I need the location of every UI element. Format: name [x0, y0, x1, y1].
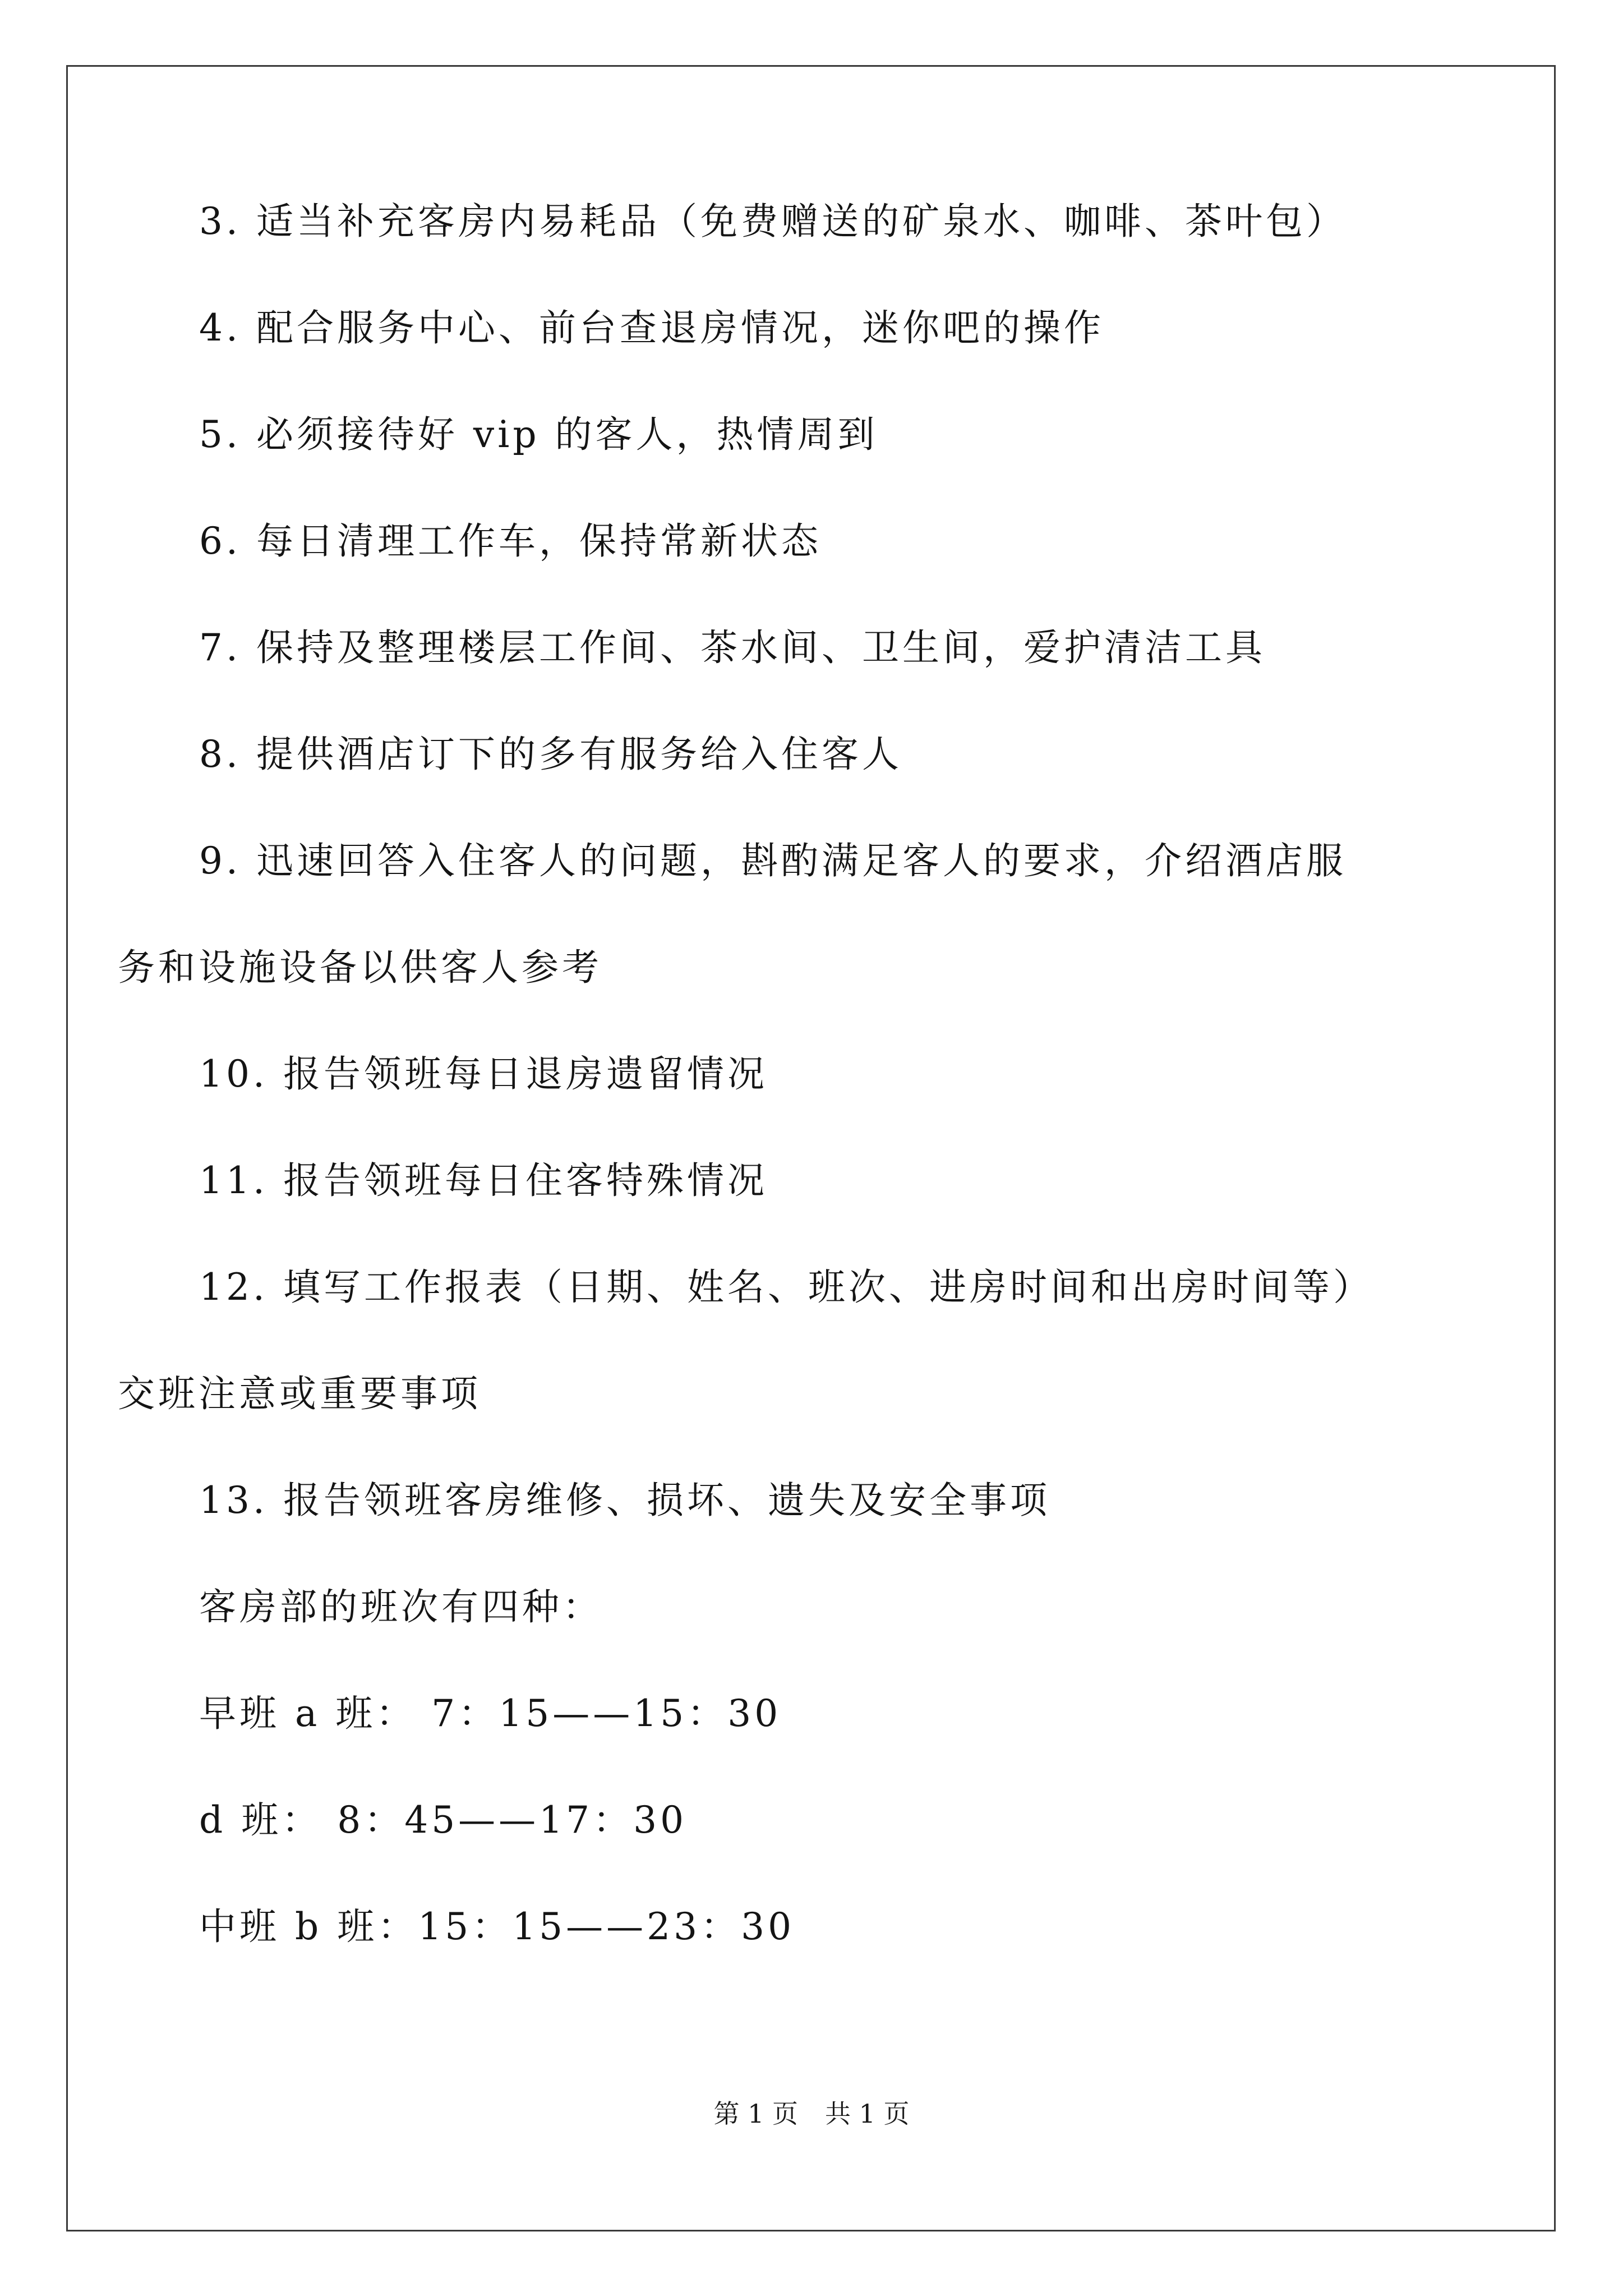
shift-intro: 客房部的班次有四种： [199, 1585, 603, 1628]
paragraph-item-7: 7. 保持及整理楼层工作间、茶水间、卫生间，爱护清洁工具 [199, 626, 1266, 669]
paragraph-item-11: 11. 报告领班每日住客特殊情况 [199, 1159, 768, 1202]
page-total: 共 1 页 [825, 2099, 910, 2129]
shift-d: d 班： 8：45——17：30 [199, 1798, 688, 1842]
page-number: 第 1 页 [713, 2099, 798, 2129]
shift-early-a: 早班 a 班： 7：15——15：30 [199, 1692, 782, 1735]
paragraph-item-4: 4. 配合服务中心、前台查退房情况，迷你吧的操作 [199, 306, 1104, 349]
paragraph-item-8: 8. 提供酒店订下的多有服务给入住客人 [199, 733, 902, 776]
paragraph-item-10: 10. 报告领班每日退房遗留情况 [199, 1052, 768, 1096]
paragraph-item-9: 9. 迅速回答入住客人的问题，斟酌满足客人的要求，介绍酒店服 [199, 839, 1347, 882]
paragraph-item-3: 3. 适当补充客房内易耗品（免费赠送的矿泉水、咖啡、茶叶包） [199, 200, 1347, 243]
paragraph-item-9-continued: 务和设施设备以供客人参考 [118, 946, 602, 989]
paragraph-item-12-continued: 交班注意或重要事项 [118, 1372, 481, 1415]
paragraph-item-13: 13. 报告领班客房维修、损坏、遗失及安全事项 [199, 1479, 1050, 1522]
shift-middle-b: 中班 b 班：15：15——23：30 [199, 1905, 795, 1948]
paragraph-item-5: 5. 必须接待好 vip 的客人，热情周到 [199, 413, 878, 456]
paragraph-item-12: 12. 填写工作报表（日期、姓名、班次、进房时间和出房时间等） [199, 1266, 1373, 1309]
paragraph-item-6: 6. 每日清理工作车，保持常新状态 [199, 519, 822, 563]
page-footer [0, 2097, 1623, 2131]
